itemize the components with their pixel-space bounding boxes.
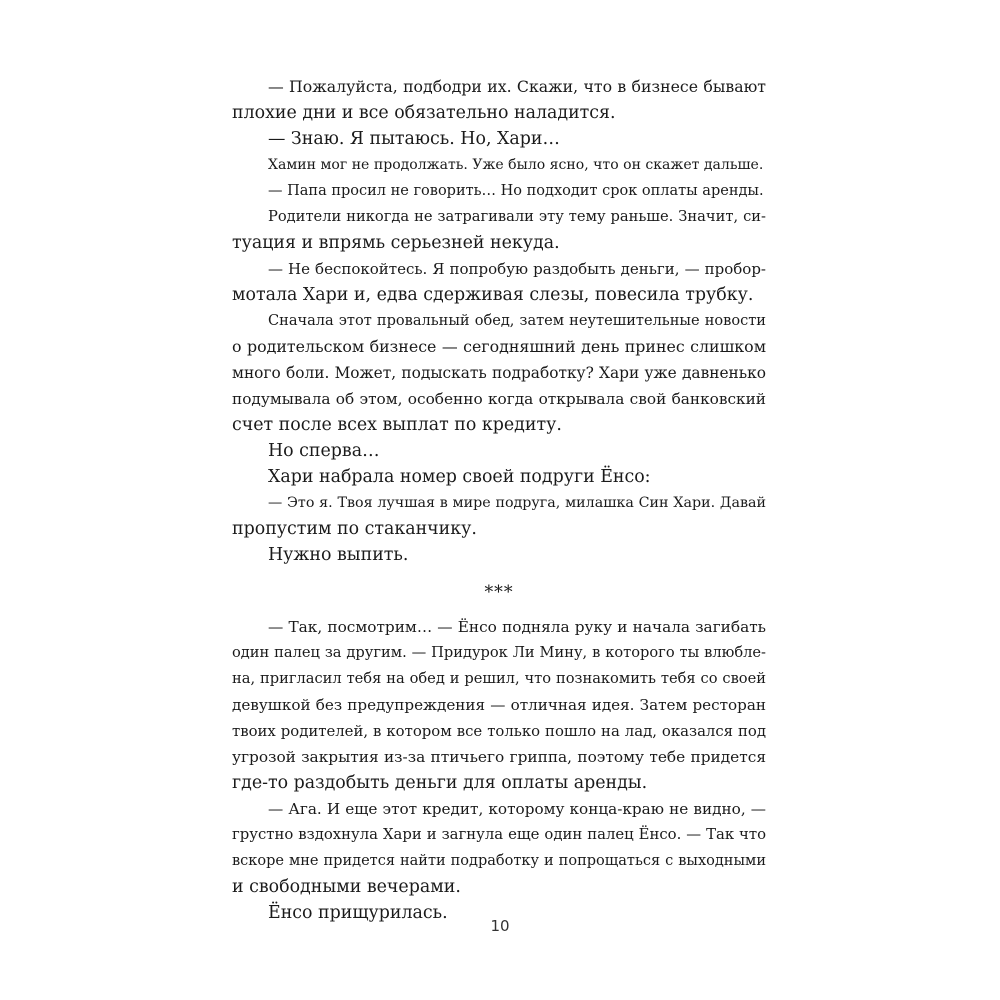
text-line: девушкой без предупреждения — отличная идея. Затем ресторан bbox=[232, 696, 766, 714]
text-line: и свободными вечерами. bbox=[232, 877, 461, 897]
text-line: Нужно выпить. bbox=[268, 545, 409, 565]
text-line: счет после всех выплат по кредиту. bbox=[232, 415, 562, 435]
text-line: где-то раздобыть деньги для оплаты аренды. bbox=[232, 773, 648, 793]
text-line: грустно вздохнула Хари и загнула еще один палец Ёнсо. — Так что bbox=[232, 826, 766, 843]
text-line: пропустим по стаканчику. bbox=[232, 519, 477, 539]
text-line: мотала Хари и, едва сдерживая слезы, повесила трубку. bbox=[232, 285, 754, 305]
text-line: один палец за другим. — Придурок Ли Мину, в которого ты влюбле- bbox=[232, 644, 766, 661]
text-line: на, пригласил тебя на обед и решил, что познакомить тебя со своей bbox=[232, 670, 766, 687]
text-line: — Папа просил не говорить… Но подходит срок оплаты аренды. bbox=[268, 183, 764, 199]
text-line: подумывала об этом, особенно когда открывала свой банковский bbox=[232, 390, 766, 408]
text-line: Сначала этот провальный обед, затем неутешительные новости bbox=[268, 312, 766, 329]
text-line: твоих родителей, в котором все только пошло на лад, оказался под bbox=[232, 722, 766, 740]
text-line: — Знаю. Я пытаюсь. Но, Хари… bbox=[268, 129, 560, 149]
text-line: много боли. Может, подыскать подработку? Хари уже давненько bbox=[232, 364, 766, 382]
text-line: туация и впрямь серьезней некуда. bbox=[232, 233, 560, 253]
text-line: Родители никогда не затрагивали эту тему раньше. Значит, си- bbox=[268, 208, 766, 225]
text-line: — Так, посмотрим… — Ёнсо подняла руку и начала загибать bbox=[268, 618, 766, 636]
page-number: 10 bbox=[490, 917, 510, 935]
text-line: Хамин мог не продолжать. Уже было ясно, что он скажет дальше. bbox=[268, 157, 764, 173]
text-line: плохие дни и все обязательно наладится. bbox=[232, 103, 616, 123]
text-line: — Не беспокойтесь. Я попробую раздобыть деньги, — пробор- bbox=[268, 260, 766, 278]
text-line: — Это я. Твоя лучшая в мире подруга, милашка Син Хари. Давай bbox=[268, 495, 766, 511]
book-page-body bbox=[232, 74, 766, 926]
text-line: Хари набрала номер своей подруги Ёнсо: bbox=[268, 467, 651, 487]
text-line: угрозой закрытия из-за птичьего гриппа, поэтому тебе придется bbox=[232, 748, 766, 766]
section-separator: *** bbox=[484, 583, 514, 603]
text-line: Ёнсо прищурилась. bbox=[268, 903, 448, 923]
text-line: — Ага. И еще этот кредит, которому конца-краю не видно, — bbox=[268, 800, 766, 818]
text-line: о родительском бизнесе — сегодняшний день принес слишком bbox=[232, 337, 766, 356]
text-line: — Пожалуйста, подбодри их. Скажи, что в бизнесе бывают bbox=[268, 77, 766, 96]
text-line: Но сперва… bbox=[268, 441, 380, 461]
text-line: вскоре мне придется найти подработку и попрощаться с выходными bbox=[232, 853, 766, 869]
